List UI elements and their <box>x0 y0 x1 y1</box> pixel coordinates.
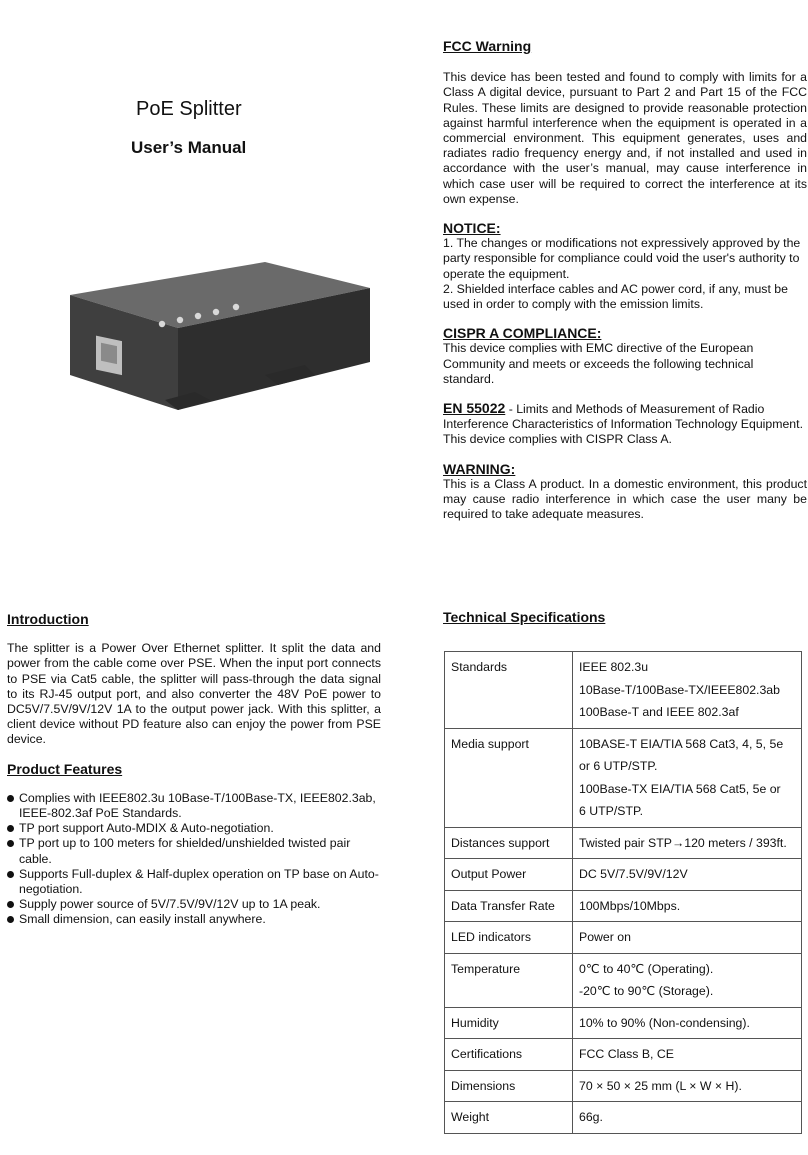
en-55022-paragraph <box>443 401 807 448</box>
spec-row <box>445 1007 802 1039</box>
spec-value-line: 66g. <box>579 1110 603 1124</box>
spec-value <box>573 953 802 1007</box>
technical-specifications-heading: Technical Specifications <box>443 609 606 625</box>
spec-value-line: IEEE 802.3u <box>579 660 649 674</box>
spec-label: Certifications <box>445 1039 573 1071</box>
spec-value-line: or 6 UTP/STP. <box>579 759 658 773</box>
feature-item: Small dimension, can easily install anywhere. <box>7 912 381 927</box>
manual-subtitle: User’s Manual <box>131 138 247 157</box>
spec-value <box>573 1070 802 1102</box>
spec-row <box>445 859 802 891</box>
spec-value <box>573 922 802 954</box>
spec-row <box>445 922 802 954</box>
spec-row <box>445 827 802 859</box>
product-features-heading: Product Features <box>7 760 123 777</box>
spec-label: Data Transfer Rate <box>445 890 573 922</box>
specifications-table <box>444 651 802 1134</box>
spec-row <box>445 1102 802 1134</box>
spec-value <box>573 1039 802 1071</box>
spec-value <box>573 859 802 891</box>
spec-value-line: 0℃ to 40℃ (Operating). <box>579 961 714 976</box>
spec-row <box>445 1039 802 1071</box>
spec-row <box>445 652 802 729</box>
product-features-list <box>7 791 381 928</box>
spec-label: Temperature <box>445 953 573 1007</box>
warning-text: This is a Class A product. In a domestic environment, this product may cause radio interference in which case the user many be required to take adequate measures. <box>443 476 807 522</box>
cispr-text: This device complies with EMC directive of the European Community and meets or exceeds the following technical standard. <box>443 341 754 386</box>
spec-value-line: 10Base-T/100Base-TX/IEEE802.3ab <box>579 682 780 697</box>
spec-label: Standards <box>445 652 573 729</box>
en-55022-text: - Limits and Methods of Measurement of Radio Interference Characteristics of Information Technology Equipment. This device complies with CISPR Class A. <box>443 402 803 447</box>
spec-value <box>573 1007 802 1039</box>
feature-item: TP port support Auto-MDIX & Auto-negotiation. <box>7 821 381 836</box>
spec-value-line: 6 UTP/STP. <box>579 804 644 818</box>
manual-title: PoE Splitter <box>136 98 242 120</box>
notice-heading: NOTICE: <box>443 220 501 237</box>
spec-label: Weight <box>445 1102 573 1134</box>
spec-row <box>445 728 802 827</box>
spec-row <box>445 1070 802 1102</box>
notice-item-1: 1. The changes or modifications not expressively approved by the party responsible for compliance could void the user's authority to operate the equipment. <box>443 236 801 281</box>
spec-value-line: 100Mbps/10Mbps. <box>579 898 681 913</box>
spec-value <box>573 890 802 922</box>
feature-item: Supply power source of 5V/7.5V/9V/12V up to 1A peak. <box>7 897 381 912</box>
spec-value <box>573 827 802 859</box>
feature-item: Supports Full-duplex & Half-duplex operation on TP base on Auto-negotiation. <box>7 867 381 897</box>
spec-value <box>573 728 802 827</box>
spec-value-line: FCC Class B, CE <box>579 1047 674 1061</box>
feature-item: TP port up to 100 meters for shielded/unshielded twisted pair cable. <box>7 836 381 866</box>
spec-value-line: 10BASE-T EIA/TIA 568 Cat3, 4, 5, 5e <box>579 736 784 751</box>
introduction-heading: Introduction <box>7 611 89 627</box>
introduction-text: The splitter is a Power Over Ethernet splitter. It split the data and power from the cable come over PSE. When the input port connects to PSE via Cat5 cable, the splitter will pass-through the data signal to its RJ-45 output port, and also converter the 48V PoE power to DC5V/7.5V/9V/12V 1A to the output power jack. With this splitter, a client device without PD feature also can enjoy the power from PSE device. <box>7 641 381 747</box>
fcc-warning-text: This device has been tested and found to comply with limits for a Class A digital device, pursuant to Part 2 and Part 15 of the FCC Rules. These limits are designed to provide reasonable protection against harmful interference when the equipment is operated in a commercial environment. This equipment generates, uses and radiates radio frequency energy and, if not installed and used in accordance with the user’s manual, may cause interference in which case user will be required to correct the interference at its own expense. <box>443 70 807 206</box>
feature-item: Complies with IEEE802.3u 10Base-T/100Base-TX, IEEE802.3ab, IEEE-802.3af PoE Standards. <box>7 791 381 821</box>
spec-label: Dimensions <box>445 1070 573 1102</box>
spec-label: Media support <box>445 728 573 827</box>
spec-value <box>573 1102 802 1134</box>
spec-value-line: 70 × 50 × 25 mm (L × W × H). <box>579 1078 742 1093</box>
spec-label: LED indicators <box>445 922 573 954</box>
spec-value-line: 10% to 90% (Non-condensing). <box>579 1015 750 1030</box>
spec-label: Output Power <box>445 859 573 891</box>
en-55022-code: EN 55022 <box>443 400 506 417</box>
spec-value-line: Twisted pair STP→120 meters / 393ft. <box>579 835 787 850</box>
warning-heading: WARNING: <box>443 460 516 477</box>
spec-value-line: 100Base-T and IEEE 802.3af <box>579 705 739 719</box>
spec-value-line: 100Base-TX EIA/TIA 568 Cat5, 5e or <box>579 781 781 796</box>
fcc-warning-section <box>443 39 807 522</box>
spec-row <box>445 890 802 922</box>
spec-value-line: Power on <box>579 930 631 944</box>
introduction-section <box>7 612 381 928</box>
spec-label: Distances support <box>445 827 573 859</box>
cispr-heading: CISPR A COMPLIANCE: <box>443 325 602 342</box>
spec-value <box>573 652 802 729</box>
fcc-warning-heading: FCC Warning <box>443 38 532 54</box>
spec-value-line: DC 5V/7.5V/9V/12V <box>579 867 688 881</box>
spec-row <box>445 953 802 1007</box>
spec-value-line: -20℃ to 90℃ (Storage). <box>579 984 714 998</box>
notice-item-2: 2. Shielded interface cables and AC power cord, if any, must be used in order to comply with the emission limits. <box>443 281 788 312</box>
poe-splitter-device-image <box>60 250 380 420</box>
spec-label: Humidity <box>445 1007 573 1039</box>
